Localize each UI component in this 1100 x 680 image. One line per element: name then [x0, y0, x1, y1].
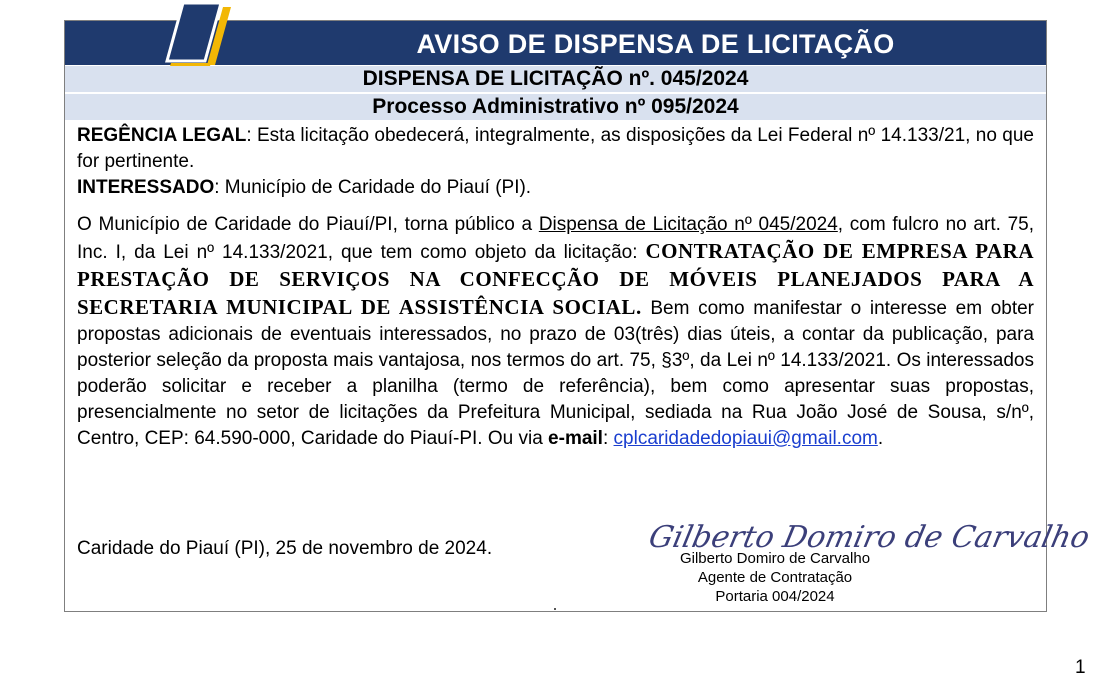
regencia-label: REGÊNCIA LEGAL	[77, 125, 247, 146]
processo-number-row: Processo Administrativo nº 095/2024	[65, 94, 1046, 120]
interessado-text: : Município de Caridade do Piauí (PI).	[214, 177, 532, 198]
object-text: CONTRATAÇÃO DE EMPRESA PARA PRESTAÇÃO DE SERVIÇOS NA CONFECÇÃO DE MÓVEIS PLANEJADOS PARA A SECRETARIA MUNICIPAL DE ASSISTÊNCIA SOCIAL.	[77, 239, 1034, 319]
signer-name: Gilberto Domiro de Carvalho	[679, 550, 871, 567]
dispensa-number-row: DISPENSA DE LICITAÇÃO nº. 045/2024	[65, 66, 1046, 92]
fulcro-text: , com fulcro no art. 75, Inc. I, da Lei nº 14.133/2021, que tem como objeto da licitação:	[77, 214, 1035, 263]
signer-portaria: Portaria 004/2024	[715, 588, 835, 605]
page-number: 1	[1075, 657, 1086, 678]
regencia-paragraph	[77, 123, 1034, 175]
notice-body	[77, 123, 1034, 452]
email-link[interactable]: cplcaridadedopiaui@gmail.com	[613, 428, 878, 449]
svg-text:Gilberto Domiro de Carvalho: Gilberto Domiro de Carvalho	[645, 520, 1093, 555]
notice-box	[64, 20, 1093, 612]
intro-text: O Município de Caridade do Piauí/PI, torna público a	[77, 214, 539, 235]
notice-title: AVISO DE DISPENSA DE LICITAÇÃO	[416, 29, 895, 59]
interessado-paragraph	[77, 175, 1034, 201]
dispensa-reference: Dispensa de Licitação nº 045/2024	[538, 214, 838, 235]
email-colon: :	[602, 428, 609, 449]
main-paragraph	[77, 212, 1034, 452]
signature-block	[625, 511, 1093, 611]
interessado-label: INTERESSADO	[77, 177, 215, 198]
email-label: e-mail	[548, 428, 603, 449]
stray-dot	[554, 608, 556, 610]
email-end: .	[877, 428, 884, 449]
regencia-text: : Esta licitação obedecerá, integralmente, as disposições da Lei Federal nº 14.133/21, no que for pertinente.	[77, 125, 1034, 172]
signer-role: Agente de Contratação	[697, 569, 853, 586]
date-line: Caridade do Piauí (PI), 25 de novembro de 2024.	[77, 538, 493, 559]
rest-text: Bem como manifestar o interesse em obter propostas adicionais de eventuais interessados, no prazo de 03(três) dias úteis, a contar da publicação, para posterior seleção da proposta mais vantajosa, nos termos do art. 75, §3º, da Lei nº 14.133/2021. Os interessados poderão solicitar e receber a planilha (termo de referência), bem como apresentar suas propostas, presencialmente no setor de licitações da Prefeitura Municipal, sediada na Rua João José de Sousa, s/nº, Centro, CEP: 64.590-000, Caridade do Piauí-PI. Ou via	[77, 298, 1034, 449]
